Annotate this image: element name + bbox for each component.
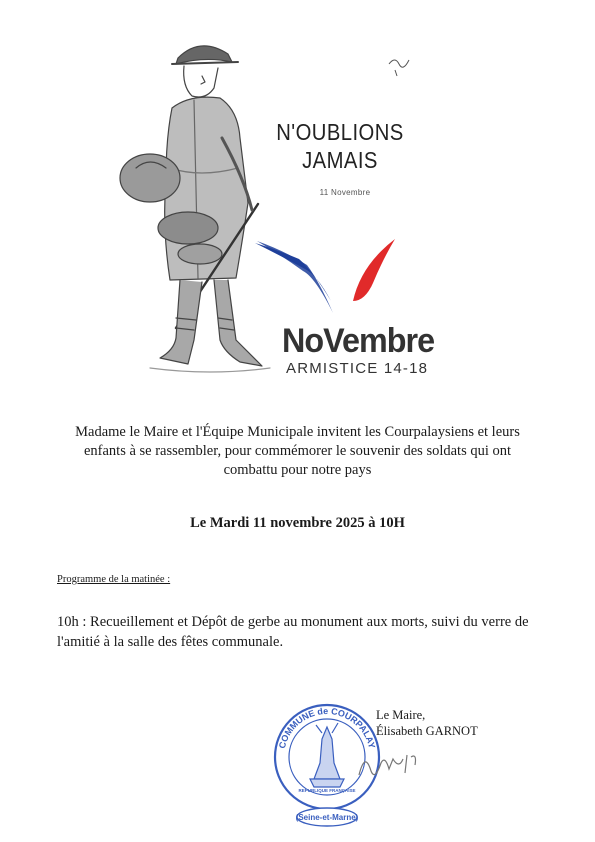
logo-word-prefix: No xyxy=(282,322,324,360)
logo-word-suffix: embre xyxy=(341,322,435,360)
logo-word-v: V xyxy=(323,322,342,360)
tricolour-flag-icon xyxy=(255,235,395,325)
svg-text:REPUBLIQUE FRANÇAISE: REPUBLIQUE FRANÇAISE xyxy=(298,788,356,793)
signature-name: Élisabeth GARNOT xyxy=(376,724,478,738)
program-label: Programme de la matinée : xyxy=(57,574,171,585)
subtitle-date: 11 Novembre xyxy=(319,188,371,197)
handwritten-signature xyxy=(355,745,425,785)
logo-tagline: ARMISTICE 14-18 xyxy=(286,360,429,377)
title-line-2: JAMAIS xyxy=(302,147,378,173)
page-title xyxy=(261,118,419,174)
title-line-1: N'OUBLIONS xyxy=(276,119,404,145)
invitation-text: Madame le Maire et l'Équipe Municipale invitent les Courpalaysiens et leurs enfants à se rassembler, pour commémorer le souvenir des soldats qui ont combattu pour notre pays xyxy=(75,424,520,478)
svg-text:COMMUNE de COURPALAY: COMMUNE de COURPALAY xyxy=(276,705,378,750)
logo-wordmark xyxy=(282,322,444,360)
program-text: 10h : Recueillement et Dépôt de gerbe au monument aux morts, suivi du verre de l'amitié à la salle des fêtes communale. xyxy=(57,614,529,650)
svg-text:(Seine-et-Marne): (Seine-et-Marne) xyxy=(295,813,359,822)
ink-scribble-mark xyxy=(385,52,415,78)
event-date: Le Mardi 11 novembre 2025 à 10H xyxy=(190,515,405,531)
signature-title: Le Maire, xyxy=(376,708,426,722)
soldier-illustration xyxy=(110,28,280,388)
